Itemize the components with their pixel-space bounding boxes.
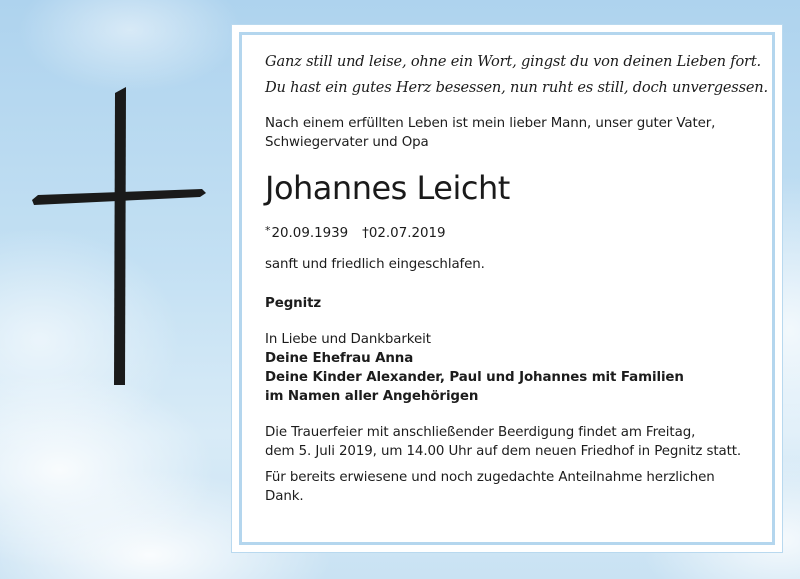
ceremony-line-1: Die Trauerfeier mit anschließender Beerdigung findet am Freitag,	[265, 425, 696, 440]
birth-date: 20.09.1939	[271, 226, 349, 241]
ceremony-text	[265, 423, 775, 461]
thanks-text	[265, 468, 775, 506]
passing-text: sanft und friedlich eingeschlafen.	[265, 257, 485, 272]
birth-symbol: *	[265, 224, 271, 237]
poem	[265, 49, 775, 101]
poem-line-1: Ganz still und leise, ohne ein Wort, gingst du von deinen Lieben fort.	[265, 53, 761, 70]
mourners-list	[265, 349, 775, 406]
cross-icon	[30, 85, 206, 385]
thanks-line-2: Dank.	[265, 489, 304, 504]
mourner-line-1: Deine Ehefrau Anna	[265, 351, 414, 366]
intro-line-1: Nach einem erfüllten Leben ist mein lieber Mann, unser guter Vater,	[265, 116, 716, 131]
poem-line-2: Du hast ein gutes Herz besessen, nun ruht es still, doch unvergessen.	[265, 79, 768, 96]
mourner-line-2: Deine Kinder Alexander, Paul und Johannes mit Familien	[265, 370, 684, 385]
thanks-line-1: Für bereits erwiesene und noch zugedachte Anteilnahme herzlichen	[265, 470, 715, 485]
place: Pegnitz	[265, 296, 322, 311]
obituary-content	[265, 49, 775, 506]
death-symbol: †	[362, 226, 369, 241]
intro-line-2: Schwiegervater und Opa	[265, 135, 429, 150]
death-date: 02.07.2019	[368, 226, 446, 241]
mourner-line-3: im Namen aller Angehörigen	[265, 389, 479, 404]
life-dates	[265, 221, 775, 243]
intro-text	[265, 114, 775, 152]
ceremony-line-2: dem 5. Juli 2019, um 14.00 Uhr auf dem neuen Friedhof in Pegnitz statt.	[265, 444, 742, 459]
mourners-intro: In Liebe und Dankbarkeit	[265, 332, 431, 347]
deceased-name: Johannes Leicht	[265, 169, 510, 207]
obituary-card	[231, 24, 783, 553]
